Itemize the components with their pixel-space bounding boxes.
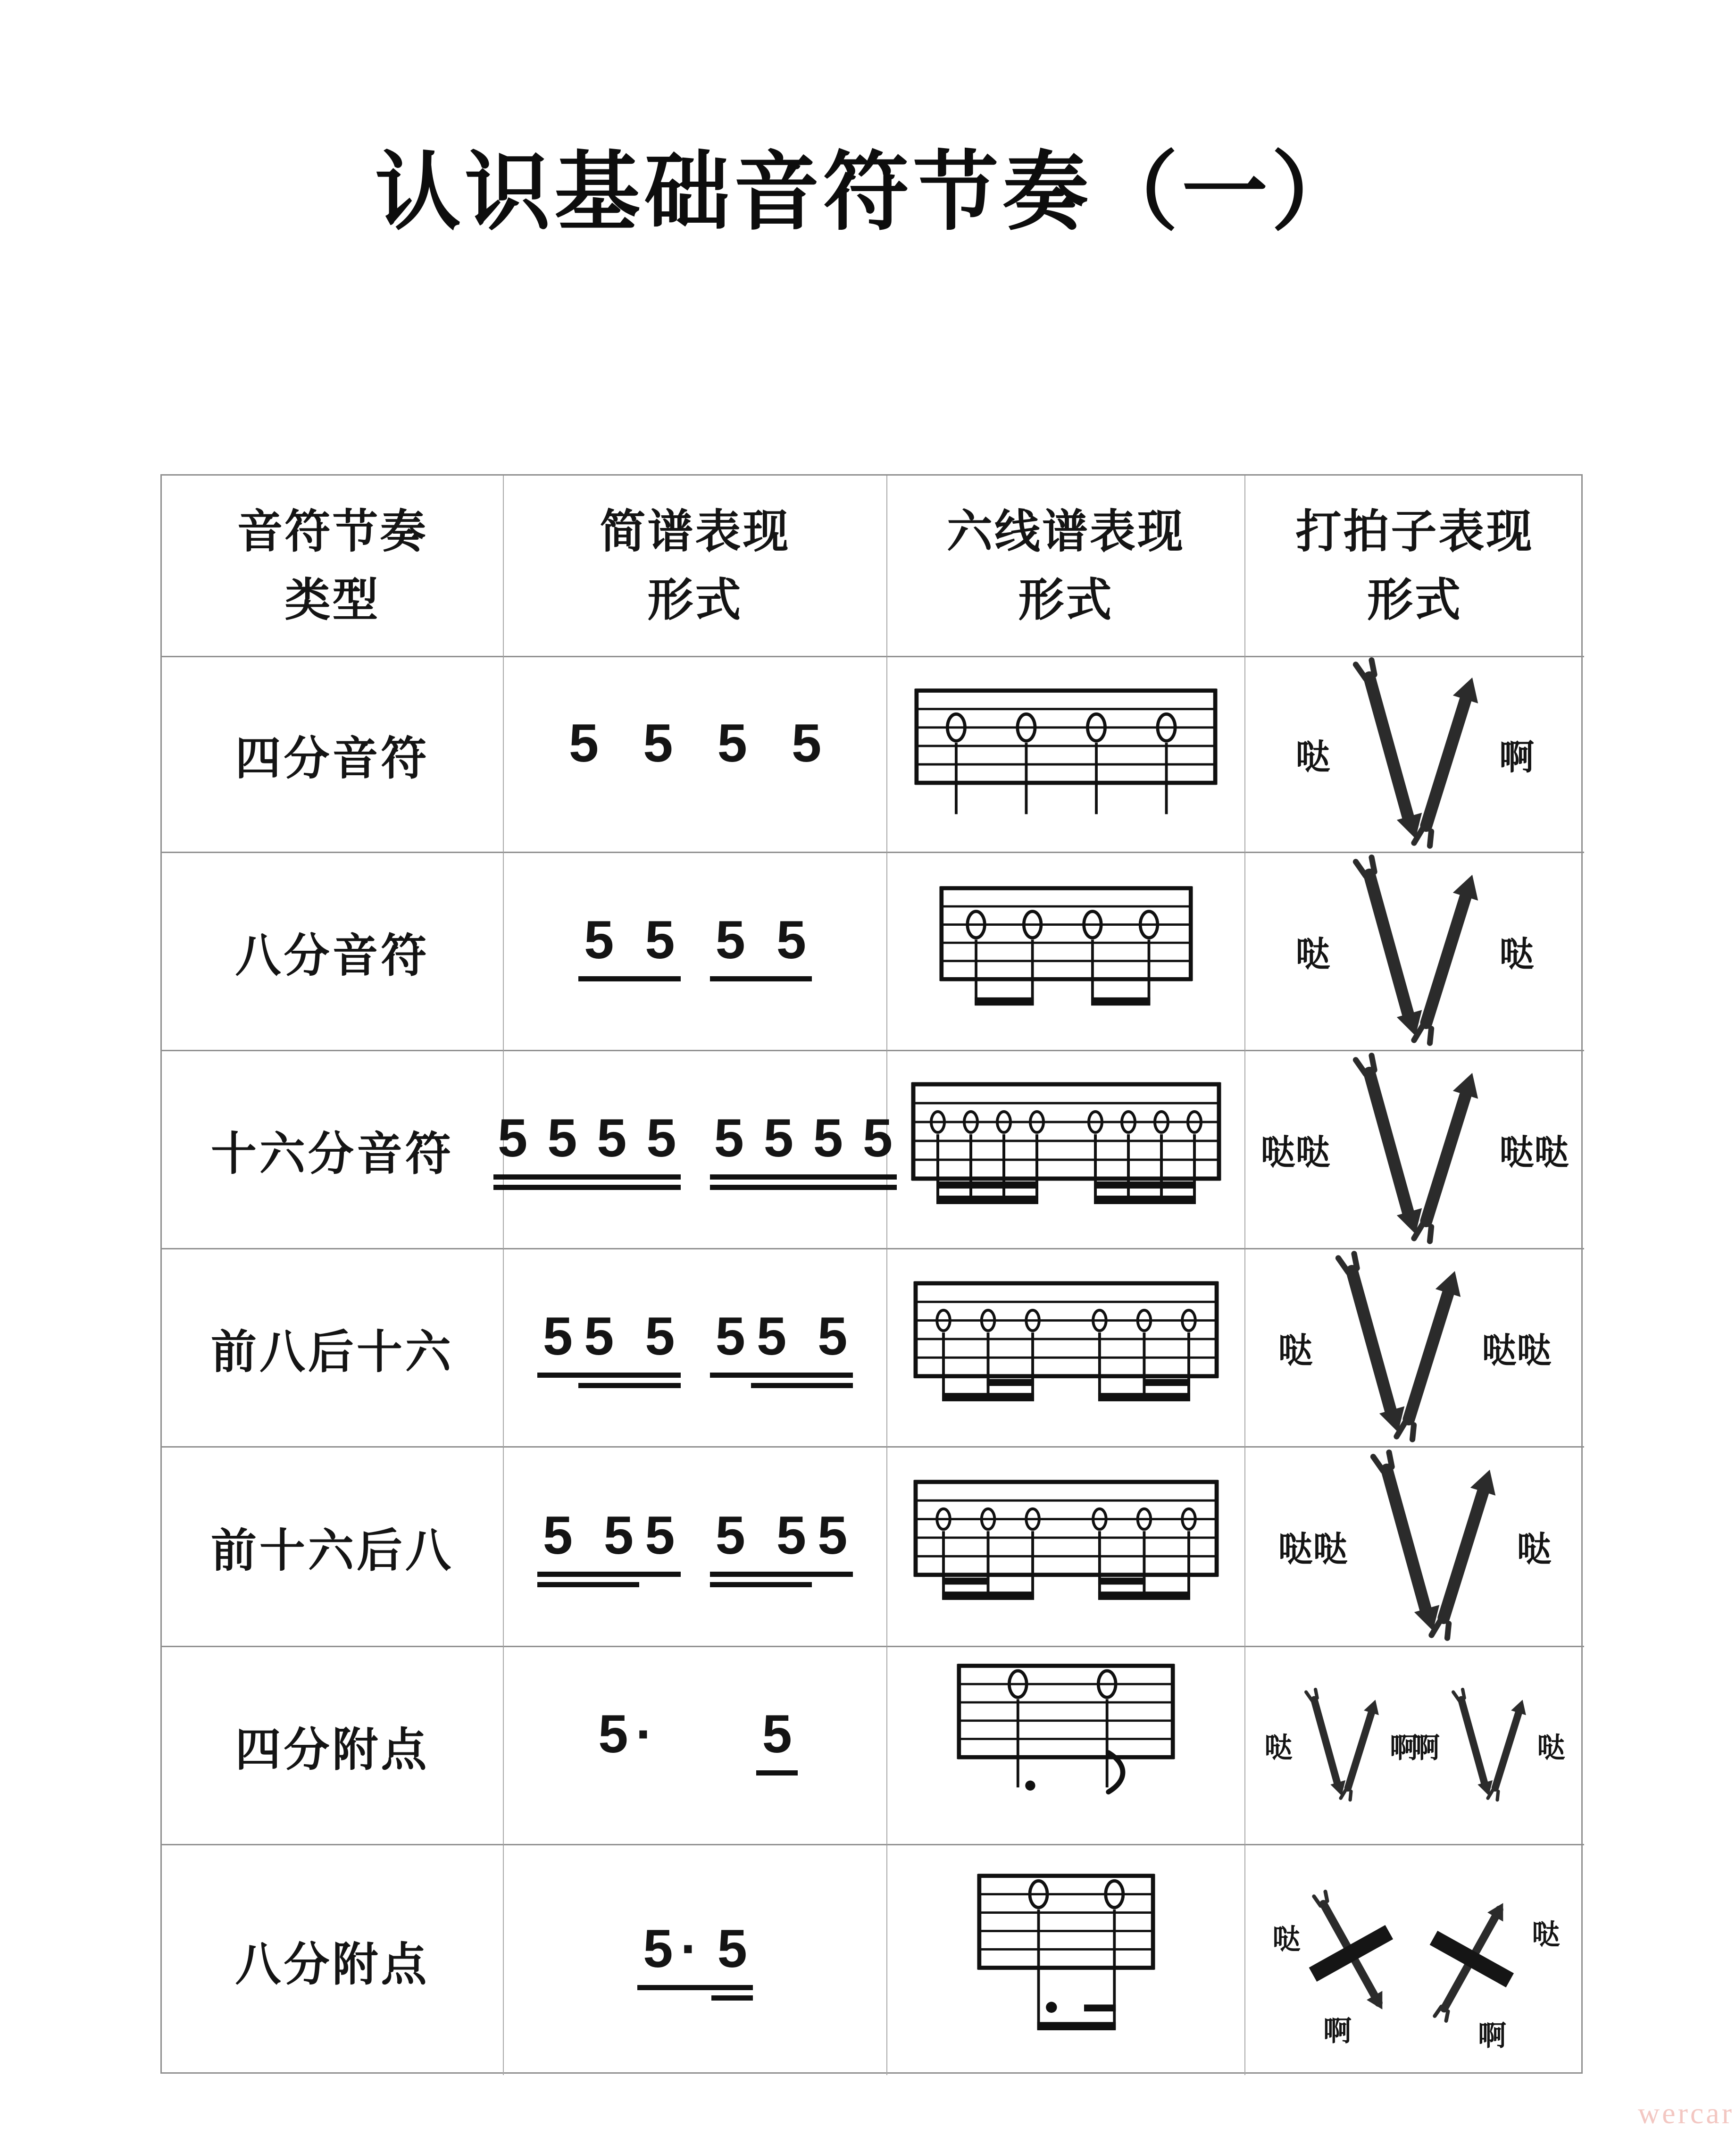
- strum-arrows-icon: [1290, 1688, 1393, 1803]
- jianpu-notation: [637, 1918, 753, 2002]
- tab-cell: [887, 657, 1245, 853]
- tablature-figure: [939, 881, 1194, 1022]
- beat-cell: [1245, 1249, 1584, 1448]
- row-label-cell: [162, 1647, 504, 1845]
- header-cell-tablature: [887, 476, 1245, 657]
- muted-strum-unit: [1404, 1871, 1560, 2052]
- rhythm-type-label: 四分音符: [235, 733, 430, 784]
- header-line: 六线谱表现: [947, 505, 1185, 557]
- jianpu-notation: [537, 1505, 853, 1589]
- tab-cell: [887, 853, 1245, 1051]
- jianpu-note-group: 5 5: [537, 1505, 639, 1566]
- strum-pattern: [1278, 1251, 1552, 1445]
- header-cell-jianpu: [504, 476, 887, 657]
- jianpu-note-group: 5: [710, 1306, 751, 1367]
- header-cell-clapping: [1245, 476, 1584, 657]
- jianpu-note-group: 5: [756, 1703, 797, 1765]
- strum-arrows-icon: [1311, 1251, 1484, 1445]
- header-line: 类型: [284, 574, 380, 626]
- jianpu-note-group: 5: [643, 713, 673, 773]
- row-label-cell: [162, 1448, 504, 1647]
- beat-cell: [1245, 1845, 1584, 2075]
- row-label-cell: [162, 1845, 504, 2075]
- header-line: 简谱表现: [600, 505, 791, 557]
- strum-pattern: [1295, 657, 1534, 852]
- jianpu-note-group: 5 5: [578, 909, 680, 971]
- jianpu-notation: [493, 1107, 897, 1192]
- strum-arrows-icon: [1328, 1053, 1501, 1247]
- strum-pattern: [1272, 1871, 1560, 2052]
- beat-cell: [1245, 1051, 1584, 1249]
- rhythm-type-label: 八分附点: [235, 1938, 430, 1990]
- beat-syllable: 哒哒: [1499, 1132, 1569, 1172]
- tablature-figure: [913, 1474, 1219, 1618]
- strum-pattern: [1260, 1053, 1569, 1247]
- tablature-figure: [913, 1276, 1219, 1420]
- beat-syllable: 啊: [1478, 2019, 1506, 2052]
- jianpu-notation: [563, 712, 827, 797]
- strum-pattern: [1278, 1449, 1552, 1644]
- jianpu-note-group: 5 5: [751, 1306, 853, 1367]
- row-label-cell: [162, 1249, 504, 1448]
- rhythm-type-label: 前八后十六: [211, 1326, 454, 1378]
- header-line: 打拍子表现: [1295, 505, 1534, 557]
- jianpu-cell: [504, 853, 887, 1051]
- jianpu-cell: [504, 1448, 887, 1647]
- tablature-figure: [976, 1868, 1156, 2052]
- jianpu-notation: [578, 909, 812, 994]
- strum-arrows-icon: [1328, 854, 1501, 1049]
- watermark: wercar: [1637, 2096, 1734, 2130]
- jianpu-note-group: 5: [717, 713, 747, 773]
- beat-syllable: 哒: [1295, 737, 1330, 777]
- jianpu-note-group: 5 5: [710, 1505, 812, 1566]
- row-label-cell: [162, 1051, 504, 1249]
- rhythm-type-label: 四分附点: [235, 1724, 430, 1776]
- jianpu-cell: [504, 1249, 887, 1448]
- row-label-cell: [162, 657, 504, 853]
- beat-syllable: 哒哒: [1278, 1530, 1348, 1569]
- jianpu-note-group: 5: [537, 1306, 578, 1367]
- beat-syllable: 哒哒: [1260, 1132, 1330, 1172]
- beat-syllable: 啊: [1390, 1732, 1418, 1764]
- strum-arrows-icon: [1346, 1449, 1519, 1644]
- beat-syllable: 哒: [1517, 1530, 1552, 1569]
- beat-syllable: 啊: [1499, 737, 1534, 777]
- tab-cell: [887, 1845, 1245, 2075]
- rhythm-type-label: 十六分音符: [211, 1128, 454, 1180]
- jianpu-cell: [504, 1647, 887, 1845]
- header-line: 形式: [1018, 574, 1114, 626]
- rhythm-table: [160, 474, 1583, 2074]
- beat-syllable: 哒: [1264, 1732, 1293, 1764]
- header-line: 形式: [647, 574, 743, 626]
- jianpu-note-group: 5: [568, 713, 599, 773]
- jianpu-note-group: 5 5: [578, 1306, 680, 1367]
- header-cell-note-type: [162, 476, 504, 657]
- tab-cell: [887, 1051, 1245, 1249]
- beat-cell: [1245, 853, 1584, 1051]
- page-title: 认识基础音符节奏（一）: [375, 144, 1361, 240]
- rhythm-type-label: 前十六后八: [211, 1525, 454, 1576]
- beat-cell: [1245, 1448, 1584, 1647]
- jianpu-cell: [504, 657, 887, 853]
- strum-arrows-icon: [1437, 1688, 1540, 1803]
- beat-cell: [1245, 1647, 1584, 1845]
- jianpu-note-group: 5: [711, 1918, 752, 1980]
- jianpu-note-group: 5 5 5 5: [710, 1107, 897, 1169]
- jianpu-notation: [537, 1306, 853, 1390]
- row-label-cell: [162, 853, 504, 1051]
- jianpu-note-group: 5 5: [710, 909, 812, 971]
- tablature-figure: [910, 1077, 1222, 1223]
- muted-strum-unit: [1272, 1871, 1425, 2050]
- jianpu-note-group: 5: [639, 1505, 680, 1566]
- beat-syllable: 哒: [1537, 1732, 1565, 1764]
- beat-syllable: 哒: [1532, 1918, 1560, 1951]
- tab-cell: [887, 1647, 1245, 1845]
- beat-syllable: 哒: [1272, 1923, 1301, 1955]
- header-line: 形式: [1367, 574, 1462, 626]
- strum-pattern: [1264, 1688, 1565, 1803]
- tablature-figure: [956, 1658, 1176, 1832]
- crossed-downstrum-icon: [1302, 1885, 1420, 2027]
- beat-syllable: 哒: [1278, 1331, 1313, 1370]
- beat-cell: [1245, 657, 1584, 853]
- crossed-upstrum-icon: [1422, 1885, 1541, 2027]
- strum-pattern: [1295, 854, 1534, 1049]
- beat-syllable: 哒: [1499, 934, 1534, 974]
- jianpu-cell: [497, 1051, 893, 1249]
- tab-cell: [887, 1249, 1245, 1448]
- beat-syllable: 啊: [1323, 2015, 1352, 2047]
- strum-arrows-icon: [1328, 657, 1501, 852]
- jianpu-notation: [593, 1703, 798, 1788]
- jianpu-note-group: 5·: [598, 1704, 661, 1764]
- jianpu-note-group: 5·: [637, 1918, 711, 1980]
- beat-syllable: 哒: [1295, 934, 1330, 974]
- tablature-figure: [914, 683, 1218, 826]
- tab-cell: [887, 1448, 1245, 1647]
- beat-syllable: 啊: [1411, 1732, 1440, 1764]
- rhythm-type-label: 八分音符: [235, 930, 430, 981]
- jianpu-cell: [504, 1845, 887, 2075]
- jianpu-note-group: 5: [812, 1505, 853, 1566]
- jianpu-note-group: 5 5 5 5: [493, 1107, 681, 1169]
- header-line: 音符节奏: [237, 505, 428, 557]
- beat-syllable: 哒哒: [1482, 1331, 1552, 1370]
- jianpu-note-group: 5: [791, 713, 822, 773]
